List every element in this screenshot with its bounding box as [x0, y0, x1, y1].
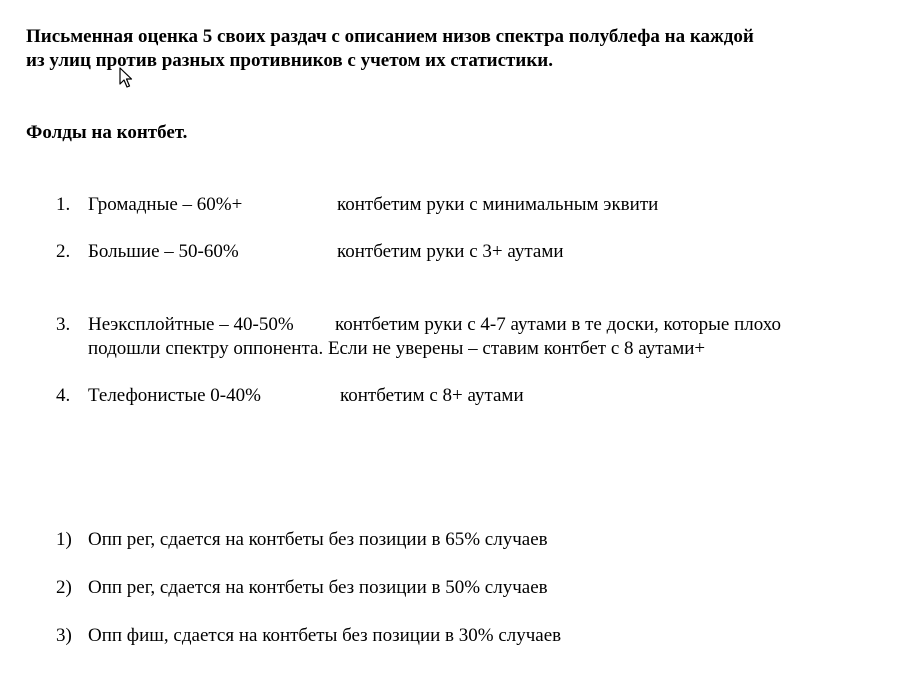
- list-number: 1): [56, 529, 72, 550]
- section-heading: Фолды на контбет.: [26, 122, 188, 143]
- title-line-2: из улиц против разных противников с учетом их статистики.: [26, 50, 553, 71]
- category-label: Телефонистые 0-40%: [88, 385, 261, 406]
- list-number: 4.: [56, 385, 71, 406]
- list-number: 1.: [56, 194, 71, 215]
- category-label: Неэксплойтные – 40-50%: [88, 314, 294, 335]
- category-description-continuation: подошли спектру оппонента. Если не уверены – ставим контбет с 8 аутами+: [88, 338, 706, 359]
- list-number: 2): [56, 577, 72, 598]
- category-label: Громадные – 60%+: [88, 194, 243, 215]
- list-number: 3.: [56, 314, 71, 335]
- mouse-pointer-icon: [119, 67, 133, 89]
- document-title: [26, 25, 846, 73]
- category-description: контбетим руки с 3+ аутами: [337, 241, 564, 262]
- title-line-1: Письменная оценка 5 своих раздач с описанием низов спектра полублефа на каждой: [26, 26, 754, 47]
- list-number: 3): [56, 625, 72, 646]
- category-description: контбетим с 8+ аутами: [340, 385, 524, 406]
- category-label: Большие – 50-60%: [88, 241, 239, 262]
- opponent-description: Опп рег, сдается на контбеты без позиции в 50% случаев: [88, 577, 548, 598]
- category-description: контбетим руки с минимальным эквити: [337, 194, 659, 215]
- list-number: 2.: [56, 241, 71, 262]
- opponent-description: Опп фиш, сдается на контбеты без позиции в 30% случаев: [88, 625, 562, 646]
- opponent-description: Опп рег, сдается на контбеты без позиции в 65% случаев: [88, 529, 548, 550]
- category-description: контбетим руки с 4-7 аутами в те доски, которые плохо: [335, 314, 782, 335]
